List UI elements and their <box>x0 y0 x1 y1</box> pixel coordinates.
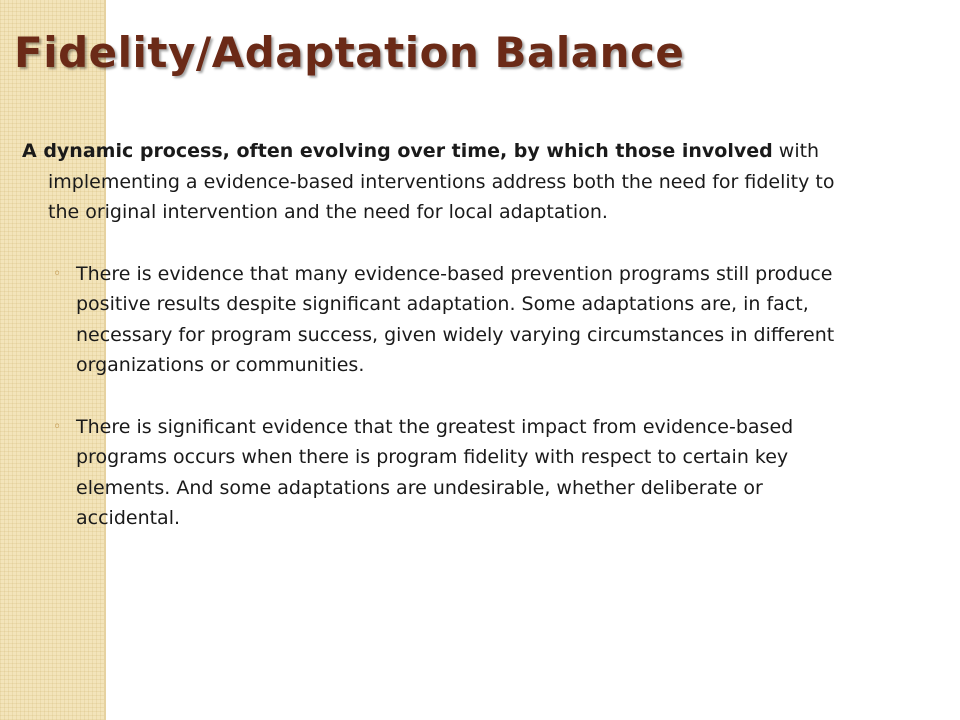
bullet-text: There is significant evidence that the greatest impact from evidence-based programs occurs when there is program fidelity with respect to certain key elements. And some adaptations are undesirable, whether deliberate or accidental. <box>76 415 794 529</box>
intro-paragraph <box>22 136 862 228</box>
circle-bullet-icon: ◦ <box>53 265 62 282</box>
slide-title: Fidelity/Adaptation Balance <box>14 28 685 77</box>
slide-body <box>22 136 862 534</box>
bullet-text: There is evidence that many evidence-based prevention programs still produce positive results despite significant adaptation. Some adaptations are, in fact, necessary for program success, given widely varying circumstances in different organizations or communities. <box>76 262 835 376</box>
intro-rest-text: with implementing a evidence-based interventions address both the need for fidelity to the original intervention and the need for local adaptation. <box>48 140 835 223</box>
bullet-list <box>22 259 862 534</box>
intro-lead-text: A dynamic process, often evolving over time, by which those involved <box>22 140 773 162</box>
circle-bullet-icon: ◦ <box>53 418 62 435</box>
bullet-item <box>22 412 862 534</box>
bullet-item <box>22 259 862 381</box>
